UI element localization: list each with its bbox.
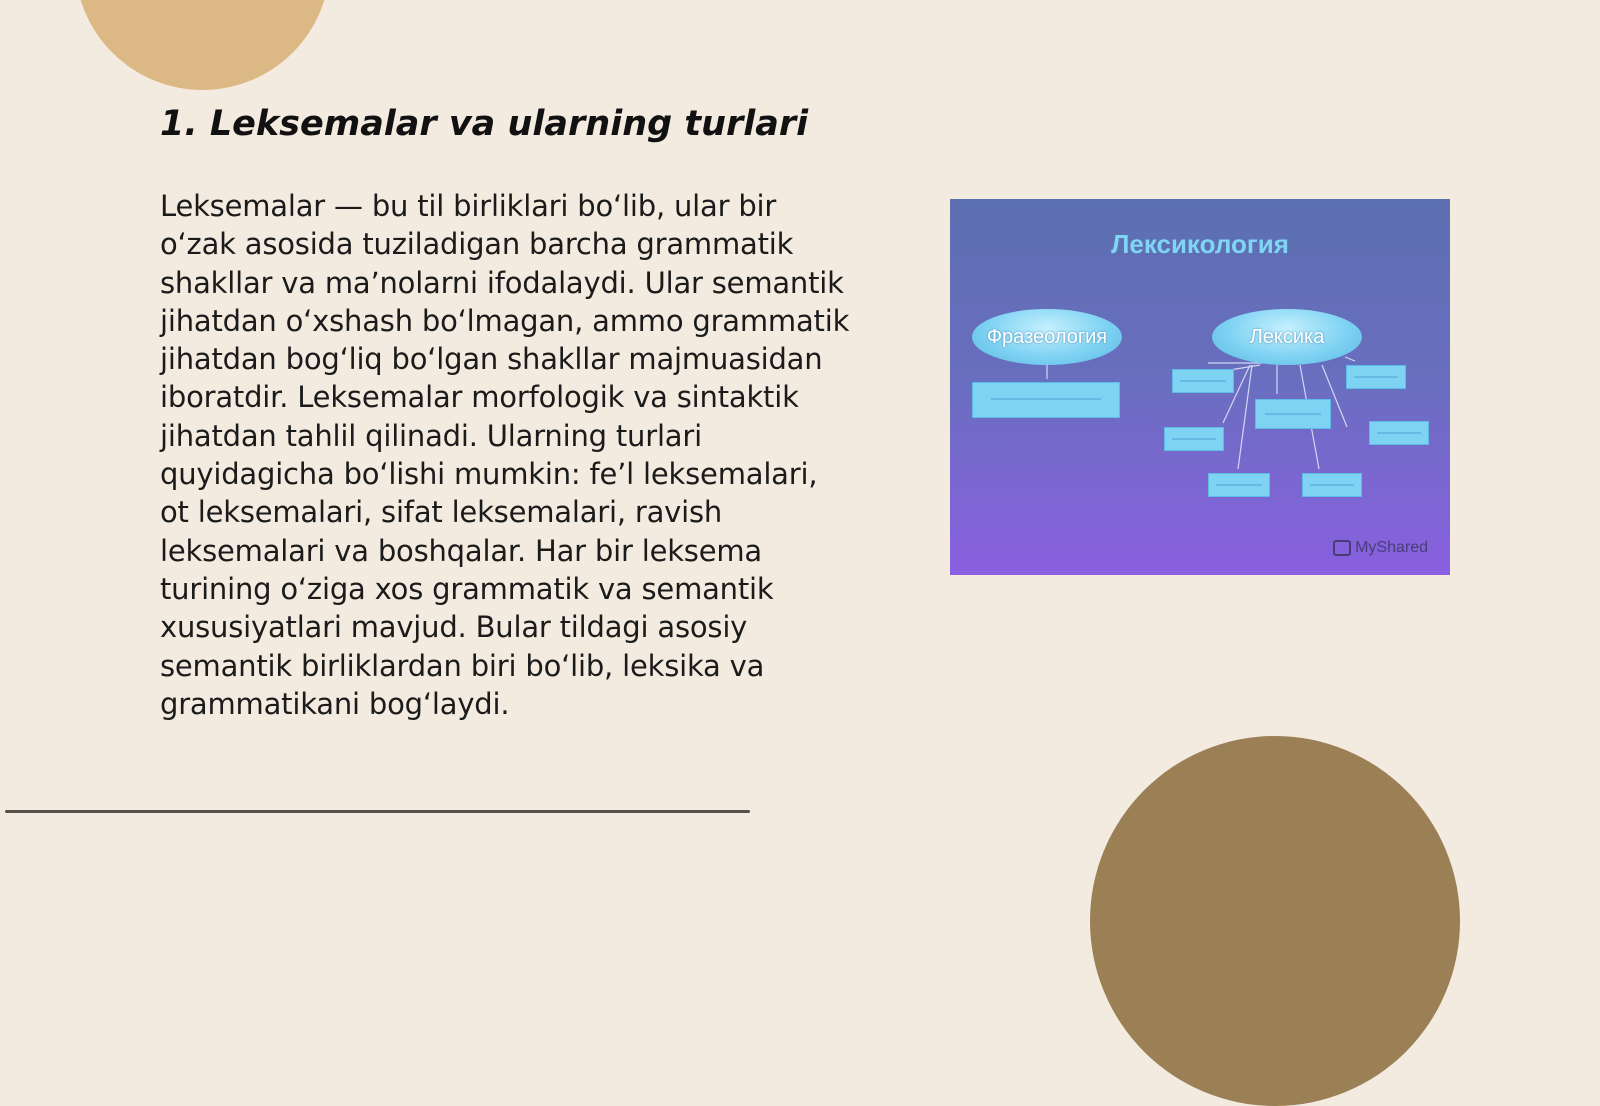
diagram-box (972, 382, 1120, 418)
diagram-box (1302, 473, 1362, 497)
decorative-circle-bottom (1090, 736, 1460, 1106)
diagram-box (1346, 365, 1406, 389)
watermark (1333, 539, 1428, 557)
slide-title: 1. Leksemalar va ularning turlari (160, 104, 809, 144)
diagram-box (1255, 399, 1331, 429)
diagram-node-lexis: Лексика (1212, 309, 1362, 365)
diagram-box (1208, 473, 1270, 497)
horizontal-divider (5, 810, 750, 813)
diagram-node-phraseology: Фразеология (972, 309, 1122, 365)
diagram-box (1369, 421, 1429, 445)
diagram-box (1164, 427, 1224, 451)
lexicology-diagram-image (950, 199, 1450, 575)
slide-body-text: Leksemalar — bu til birliklari bo‘lib, ular bir o‘zak asosida tuziladigan barcha grammatik shakllar va ma’nolarni ifodalaydi. Ular semantik jihatdan o‘xshash bo‘lmagan, ammo grammatik jihatdan bog‘liq bo‘lgan shakllar majmuasidan iboratdir. Leksemalar morfologik va sintaktik jihatdan tahlil qilinadi. Ularning turlari quyidagicha bo‘lishi mumkin: fe’l leksemalari, ot leksemalari, sifat leksemalari, ravish leksemalari va boshqalar. Har bir leksema turining o‘ziga xos grammatik va semantik xususiyatlari mavjud. Bular tildagi asosiy semantik birliklardan biri bo‘lib, leksika va grammatikani bog‘laydi. (160, 189, 850, 721)
decorative-circle-top (75, 0, 330, 90)
watermark-text: MyShared (1355, 539, 1428, 556)
diagram-box (1172, 369, 1234, 393)
myshared-logo-icon (1333, 540, 1351, 556)
diagram-title: Лексикология (1111, 229, 1289, 259)
